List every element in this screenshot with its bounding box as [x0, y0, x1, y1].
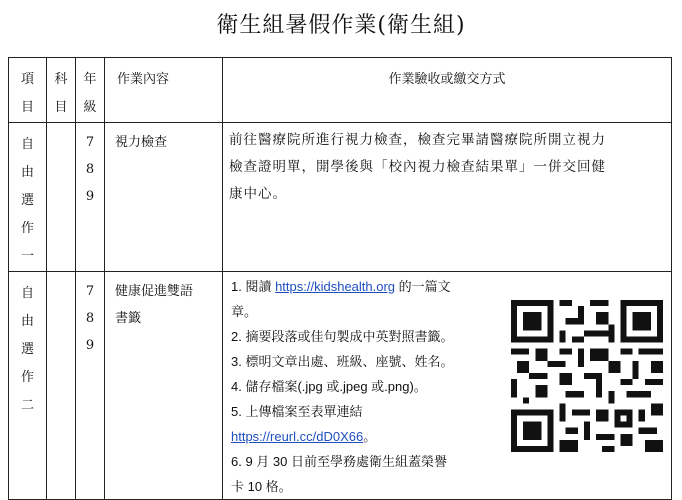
step-1-cont: 章。	[231, 304, 258, 319]
table-row	[9, 272, 672, 500]
header-method: 作業驗收或繳交方式	[223, 58, 672, 123]
step-2: 2. 摘要段落或佳句製成中英對照書籤。	[231, 329, 454, 344]
step-5: 5. 上傳檔案至表單連結	[231, 404, 363, 419]
row2-grade: 7 8 9	[76, 272, 105, 500]
step-6-cont: 卡 10 格。	[231, 479, 292, 494]
row2-method	[223, 272, 672, 500]
step-3: 3. 標明文章出處、班級、座號、姓名。	[231, 354, 454, 369]
step-4: 4. 儲存檔案(.jpg 或.jpeg 或.png)。	[231, 379, 427, 394]
row2-subject	[47, 272, 76, 500]
row2-content: 健康促進雙語 書籤	[105, 272, 223, 500]
step-1: 1. 閱讀 https://kidshealth.org 的一篇文	[231, 279, 451, 294]
step-6: 6. 9 月 30 日前至學務處衛生組蓋榮譽	[231, 454, 447, 469]
row2-item: 自 由 選 作 二	[9, 272, 47, 500]
row1-subject	[47, 123, 76, 272]
kidshealth-link[interactable]: https://kidshealth.org	[275, 279, 396, 294]
row1-grade: 7 8 9	[76, 123, 105, 272]
row1-method: 前往醫療院所進行視力檢查，檢查完畢請醫療院所開立視力 檢查證明單，開學後與「校內視力檢查結果單」一併交回健 康中心。	[223, 123, 672, 272]
assignment-table	[8, 57, 672, 500]
header-item: 項 目	[9, 58, 47, 123]
page-title: 衛生組暑假作業(衛生組)	[216, 13, 466, 38]
header-subject: 科 目	[47, 58, 76, 123]
table-header-row	[9, 58, 672, 123]
header-grade: 年 級	[76, 58, 105, 123]
header-content: 作業內容	[105, 58, 223, 123]
form-link[interactable]: https://reurl.cc/dD0X66	[231, 429, 364, 444]
table-row	[9, 123, 672, 272]
qr-code-icon	[511, 300, 663, 452]
row1-content: 視力檢查	[105, 123, 223, 272]
row1-item: 自 由 選 作 一	[9, 123, 47, 272]
step-5-link-line: https://reurl.cc/dD0X66。	[231, 429, 377, 444]
